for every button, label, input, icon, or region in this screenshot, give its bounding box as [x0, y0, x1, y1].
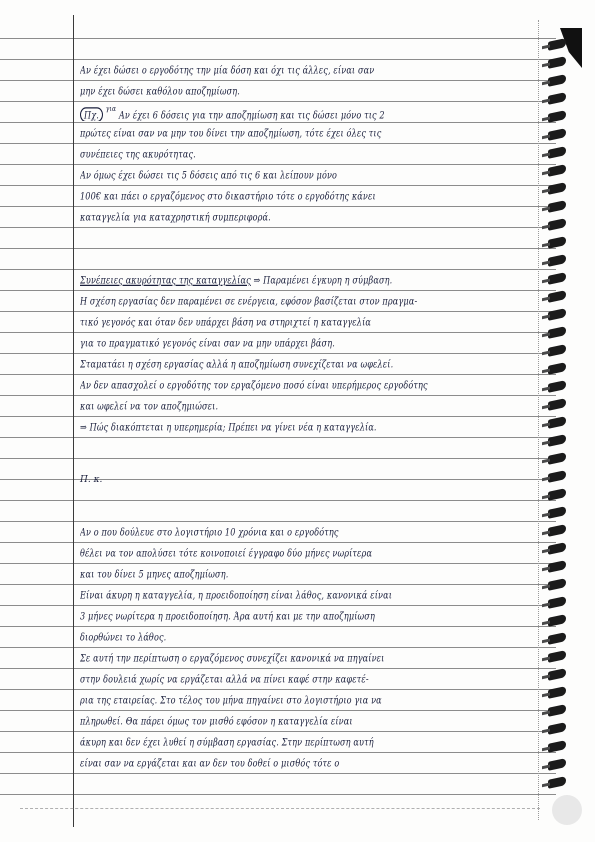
scribble: Π. κ.: [80, 475, 103, 485]
ruled-line: [0, 143, 556, 144]
handwritten-line: και του δίνει 5 μηνες αποζημίωση.: [80, 567, 229, 580]
binding-ring: [548, 56, 566, 69]
section-heading: Συνέπειες ακυρότητας της καταγγελίας: [80, 273, 251, 286]
handwritten-line: Η σχέση εργασίας δεν παραμένει σε ενέργεια, εφόσον βασίζεται στον πραγμα-: [80, 294, 418, 307]
binding-ring: [548, 542, 566, 555]
ruled-line: [0, 752, 556, 753]
ruled-line: [0, 500, 556, 501]
ruled-line: [0, 773, 556, 774]
ruled-line: [0, 332, 556, 333]
binding-ring: [548, 434, 566, 447]
ruled-line: [0, 647, 556, 648]
binding-ring: [548, 650, 566, 663]
ruled-line: [0, 101, 556, 102]
binding-ring: [548, 308, 566, 321]
handwritten-line: πληρωθεί. Θα πάρει όμως τον μισθό εφόσον η καταγγελία είναι: [80, 714, 353, 727]
binding-ring: [548, 560, 566, 573]
handwritten-line: τικό γεγονός και όταν δεν υπάρχει βάση να στηριχτεί η καταγγελία: [80, 315, 372, 328]
handwritten-line: Είναι άκυρη η καταγγελία, η προειδοποίηση είναι λάθος, κανονικά είναι: [80, 588, 393, 601]
binding-ring: [548, 236, 566, 249]
binding-ring: [548, 758, 566, 771]
handwritten-line: [80, 105, 540, 121]
ruled-line: [0, 668, 556, 669]
binding-ring: [548, 398, 566, 411]
binding-ring: [548, 488, 566, 501]
binding-ring: [548, 164, 566, 177]
binding-ring: [548, 110, 566, 123]
ruled-line: [0, 731, 556, 732]
binding-ring: [548, 578, 566, 591]
ruled-line: [0, 584, 556, 585]
ruled-line: [0, 374, 556, 375]
ruled-line: [0, 206, 556, 207]
handwritten-line: για το πραγματικό γεγονός είναι σαν να μην υπάρχει βάση.: [80, 336, 335, 349]
handwritten-line: Αν ο που δούλευε στο λογιστήριο 10 χρόνια και ο εργοδότης: [80, 525, 339, 538]
binding-ring: [548, 74, 566, 87]
ruled-line: [0, 395, 556, 396]
ruled-line: [0, 437, 556, 438]
ruled-line: [0, 122, 556, 123]
binding-ring: [548, 470, 566, 483]
handwritten-line: ρια της εταιρείας. Στο τέλος του μήνα πηγαίνει στο λογιστήριο για να: [80, 693, 382, 706]
handwritten-line: καταγγελία για καταχρηστική συμπεριφορά.: [80, 210, 271, 223]
ruled-line: [0, 794, 556, 795]
spiral-binding: [548, 40, 588, 810]
binding-ring: [548, 668, 566, 681]
handwritten-line: συνέπειες της ακυρότητας.: [80, 147, 196, 160]
handwritten-line: ⇒ Πώς διακόπτεται η υπερημερία; Πρέπει να γίνει νέα η καταγγελία.: [80, 420, 377, 433]
ruled-line: [0, 290, 556, 291]
handwritten-line: Αν δεν απασχολεί ο εργοδότης τον εργαζόμενο ποσό είναι υπερήμερος εργοδότης: [80, 378, 428, 391]
binding-ring: [548, 704, 566, 717]
handwritten-line: θέλει να τον απολύσει τότε κοινοποιεί έγγραφο δύο μήνες νωρίτερα: [80, 546, 373, 559]
binding-ring: [548, 182, 566, 195]
page-tear: [552, 795, 582, 825]
handwritten-line: Σταματάει η σχέση εργασίας αλλά η αποζημίωση συνεχίζεται να ωφελεί.: [80, 357, 394, 370]
ruled-line: [0, 80, 556, 81]
ruled-line: [0, 38, 556, 39]
section-heading-tail: ⇒ Παραμένει έγκυρη η σύμβαση.: [253, 273, 393, 286]
handwritten-line: και ωφελεί να τον αποζημιώσει.: [80, 399, 219, 412]
binding-ring: [548, 290, 566, 303]
handwritten-line: είναι σαν να εργάζεται και αν δεν του δοθεί ο μισθός τότε ο: [80, 756, 340, 769]
binding-ring: [548, 614, 566, 627]
section-heading-line: [80, 274, 540, 287]
ruled-line: [0, 269, 556, 270]
handwritten-line: 100€ και πάει ο εργαζόμενος στο δικαστήριο τότε ο εργοδότης κάνει: [80, 189, 376, 202]
ruled-line: [0, 710, 556, 711]
ruled-line: [0, 353, 556, 354]
ruled-line: [0, 605, 556, 606]
binding-ring: [548, 146, 566, 159]
ruled-line: [0, 689, 556, 690]
binding-ring: [548, 686, 566, 699]
ruled-line: [0, 416, 556, 417]
handwritten-line: διορθώνει το λάθος.: [80, 630, 167, 643]
binding-ring: [548, 416, 566, 429]
handwritten-line: Αν έχει δώσει ο εργοδότης την μία δόση και όχι τις άλλες, είναι σαν: [80, 63, 375, 76]
handwritten-text: Αν έχει 6 δόσεις για την αποζημίωση και τις δώσει μόνο τις 2: [118, 108, 385, 121]
handwritten-line: στην δουλειά χωρίς να εργάζεται αλλά να πίνει καφέ στην καφετέ-: [80, 672, 369, 685]
binding-ring: [548, 524, 566, 537]
example-marker: Πχ.: [80, 107, 103, 121]
ruled-line: [0, 248, 556, 249]
ruled-line: [0, 311, 556, 312]
handwritten-line: 3 μήνες νωρίτερα η προειδοποίηση. Άρα αυτή και με την αποζημίωση: [80, 609, 375, 622]
ruled-line: [0, 227, 556, 228]
binding-ring: [548, 506, 566, 519]
binding-ring: [548, 722, 566, 735]
handwritten-line: μην έχει δώσει καθόλου αποζημίωση.: [80, 84, 241, 97]
binding-ring: [548, 596, 566, 609]
insertion-mark: για: [105, 104, 117, 114]
ruled-line: [0, 521, 556, 522]
binding-ring: [548, 38, 566, 51]
binding-ring: [548, 254, 566, 267]
binding-ring: [548, 740, 566, 753]
ruled-line: [0, 542, 556, 543]
ruled-line: [0, 626, 556, 627]
binding-ring: [548, 92, 566, 105]
ruled-line: [0, 164, 556, 165]
handwritten-line: Σε αυτή την περίπτωση ο εργαζόμενος συνεχίζει κανονικά να πηγαίνει: [80, 651, 385, 664]
binding-ring: [548, 218, 566, 231]
binding-ring: [548, 452, 566, 465]
handwritten-line: άκυρη και δεν έχει λυθεί η σύμβαση εργασίας. Στην περίπτωση αυτή: [80, 735, 374, 748]
binding-ring: [548, 344, 566, 357]
handwritten-line: Αν όμως έχει δώσει τις 5 δόσεις από τις 6 και λείπουν μόνο: [80, 168, 338, 181]
binding-ring: [548, 380, 566, 393]
binding-ring: [548, 632, 566, 645]
handwritten-line: πρώτες είναι σαν να μην του δίνει την αποζημίωση, τότε έχει όλες τις: [80, 126, 382, 139]
binding-ring: [548, 200, 566, 213]
ruled-line: [0, 185, 556, 186]
ruled-line: [0, 59, 556, 60]
binding-ring: [548, 326, 566, 339]
binding-ring: [548, 362, 566, 375]
binding-ring: [548, 128, 566, 141]
binding-ring: [548, 272, 566, 285]
perforation: [20, 808, 540, 809]
ruled-line: [0, 563, 556, 564]
binding-ring: [548, 776, 566, 789]
margin-line: [73, 15, 74, 827]
ruled-line: [0, 458, 556, 459]
